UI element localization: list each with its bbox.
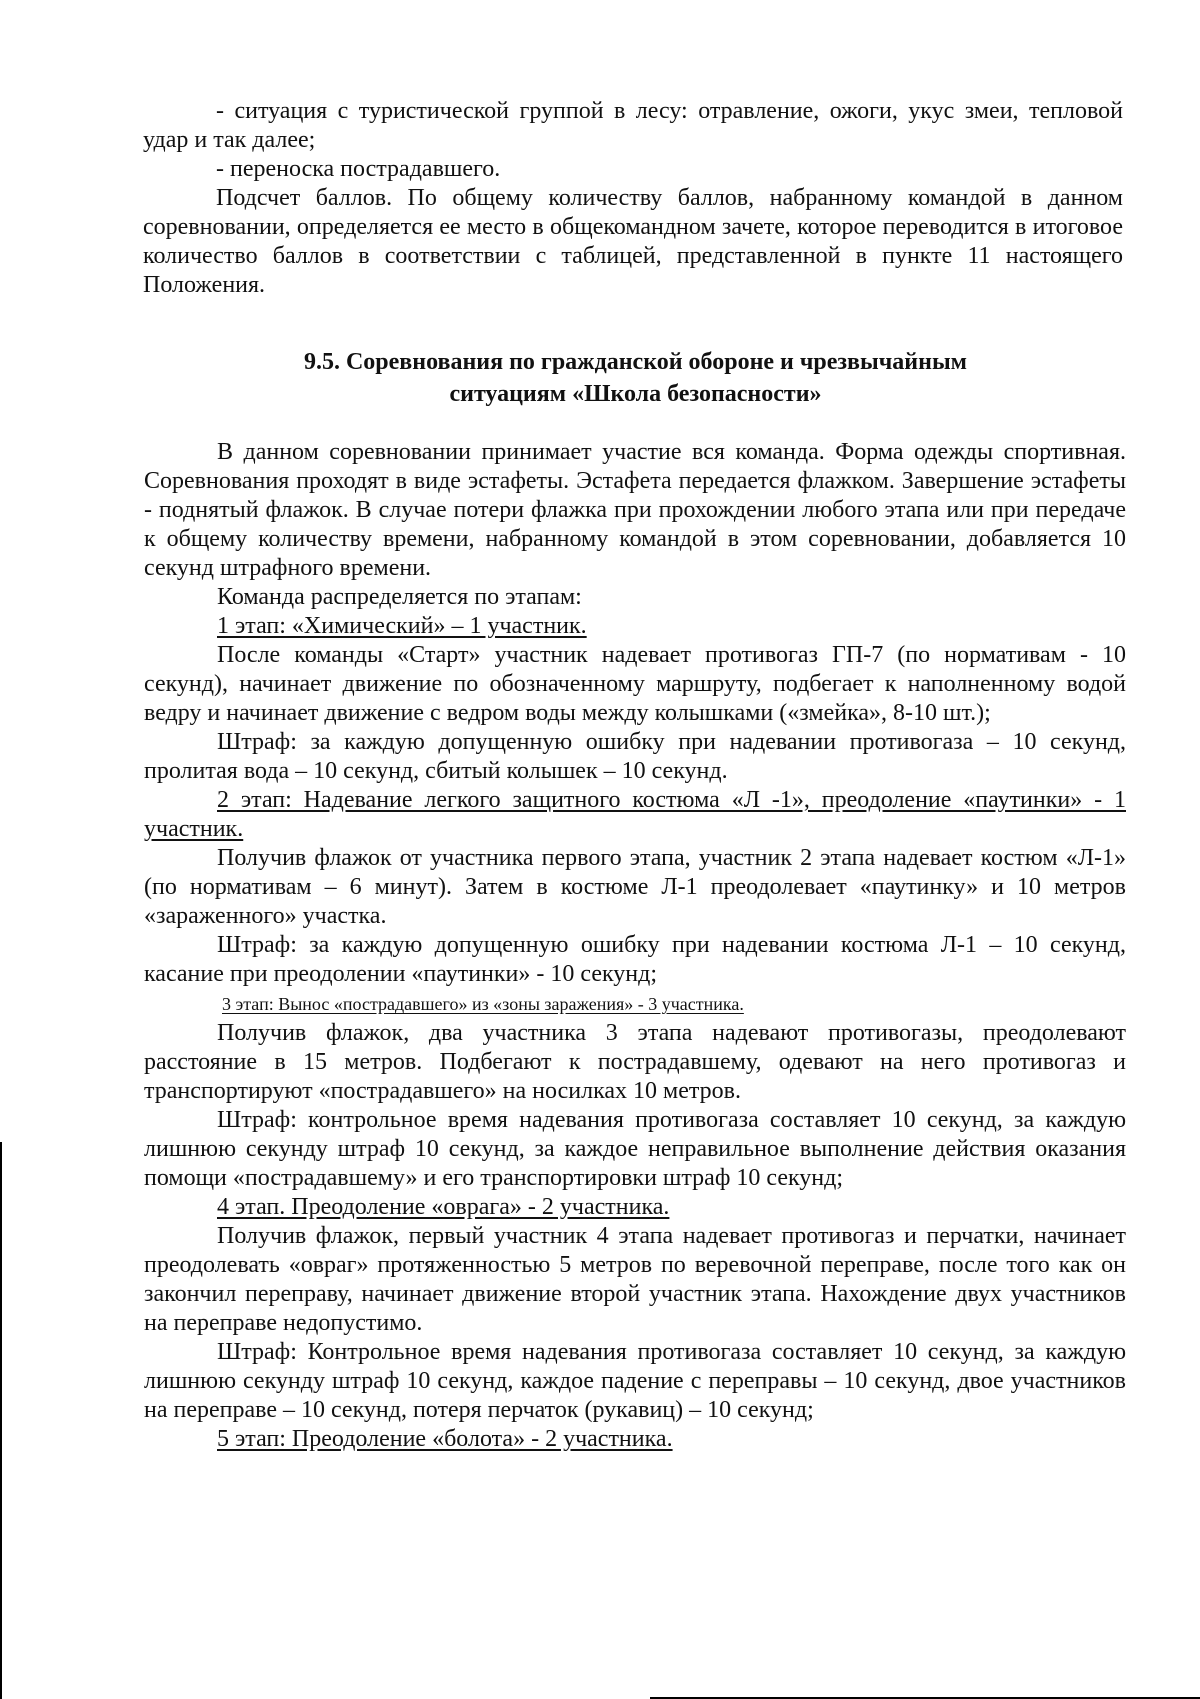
stage3-penalty: Штраф: контрольное время надевания противогаза составляет 10 секунд, за каждую лишнюю секунду штраф 10 секунд, за каждое неправильное выполнение действия оказания помощи «пострадавшему» и его транспортировки штраф 10 секунд;: [144, 1107, 1126, 1191]
section-title-line2: ситуациям «Школа безопасности»: [449, 381, 822, 407]
stage3-text: Получив флажок, два участника 3 этапа надевают противогазы, преодолевают расстояние в 15 метров. Подбегают к пострадавшему, одевают на него противогаз и транспортируют «пострадавшего» на носилках 10 метров.: [144, 1020, 1126, 1104]
paragraph-carrying: - переноска пострадавшего.: [216, 156, 501, 182]
main-body: [144, 438, 1126, 1454]
stage5-title-text: 5 этап: Преодоление «болота» - 2 участника.: [217, 1426, 673, 1452]
stage3-title: [144, 993, 1126, 1015]
paragraph-intro: В данном соревновании принимает участие вся команда. Форма одежды спортивная. Соревнования проходят в виде эстафеты. Эстафета передается флажком. Завершение эстафеты - поднятый флажок. В случае потери флажка при прохождении любого этапа или при передаче к общему количеству времени, набранному командой в этом соревновании, добавляется 10 секунд штрафного времени.: [144, 439, 1126, 581]
top-block: [143, 97, 1123, 300]
stage2-text: Получив флажок от участника первого этапа, участник 2 этапа надевает костюм «Л-1» (по нормативам – 6 минут). Затем в костюме Л-1 преодолевает «паутинку» и 10 метров «зараженного» участка.: [144, 845, 1126, 929]
stage5-title: [144, 1425, 1126, 1454]
paragraph-team: Команда распределяется по этапам:: [217, 584, 582, 610]
stage2-penalty: Штраф: за каждую допущенную ошибку при надевании костюма Л-1 – 10 секунд, касание при преодолении «паутинки» - 10 секунд;: [144, 932, 1126, 987]
section-title-line1: 9.5. Соревнования по гражданской обороне и чрезвычайным: [303, 349, 968, 375]
stage1-title: [144, 612, 1126, 641]
stage1-text: После команды «Старт» участник надевает противогаз ГП-7 (по нормативам - 10 секунд), начинает движение по обозначенному маршруту, подбегает к наполненному водой ведру и начинает движение с ведром воды между колышками («змейка», 8-10 шт.);: [144, 642, 1126, 726]
paragraph-situation: - ситуация с туристической группой в лесу: отравление, ожоги, укус змеи, тепловой удар и так далее;: [143, 98, 1123, 153]
section-title: [143, 346, 1128, 410]
section-heading: [143, 346, 1128, 410]
stage4-penalty: Штраф: Контрольное время надевания противогаза составляет 10 секунд, за каждую лишнюю секунду штраф 10 секунд, каждое падение с переправы – 10 секунд, двое участников на переправе – 10 секунд, потеря перчаток (рукавиц) – 10 секунд;: [144, 1339, 1126, 1423]
stage2-title: [144, 786, 1126, 844]
stage3-title-text: 3 этап: Вынос «пострадавшего» из «зоны заражения» - 3 участника.: [222, 994, 744, 1014]
stage2-title-text: 2 этап: Надевание легкого защитного костюма «Л -1», преодоление «паутинки» - 1 участник.: [144, 787, 1126, 842]
stage1-penalty: Штраф: за каждую допущенную ошибку при надевании противогаза – 10 секунд, пролитая вода – 10 секунд, сбитый колышек – 10 секунд.: [144, 729, 1126, 784]
stage4-title-text: 4 этап. Преодоление «оврага» - 2 участника.: [217, 1194, 670, 1220]
paragraph-scoring: Подсчет баллов. По общему количеству баллов, набранному командой в данном соревновании, определяется ее место в общекомандном зачете, которое переводится в итоговое количество баллов в соответствии с таблицей, представленной в пункте 11 настоящего Положения.: [143, 185, 1123, 298]
stage1-title-text: 1 этап: «Химический» – 1 участник.: [217, 613, 587, 639]
stage4-text: Получив флажок, первый участник 4 этапа надевает противогаз и перчатки, начинает преодолевать «овраг» протяженностью 5 метров по веревочной переправе, после того как он закончил переправу, начинает движение второй участник этапа. Нахождение двух участников на переправе недопустимо.: [144, 1223, 1126, 1336]
stage4-title: [144, 1193, 1126, 1222]
scan-edge-left: [0, 1142, 2, 1699]
